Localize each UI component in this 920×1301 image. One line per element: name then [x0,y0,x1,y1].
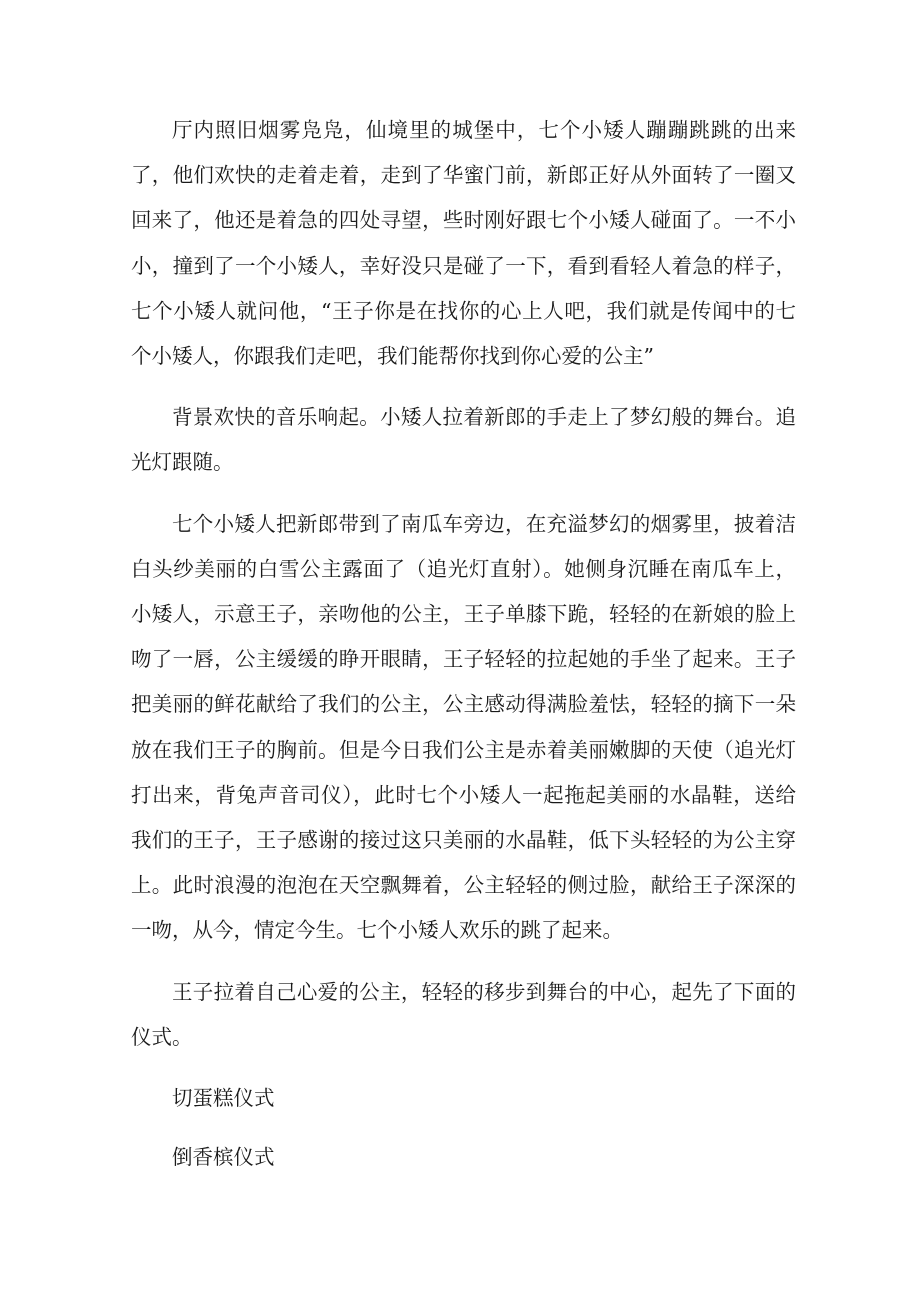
paragraph-dwarfs-meet-groom: 厅内照旧烟雾凫凫，仙境里的城堡中，七个小矮人蹦蹦跳跳的出来了，他们欢快的走着走着，走到了华蜜门前，新郎正好从外面转了一圈又回来了，他还是着急的四处寻望，些时刚好跟七个小矮人碰面了。一不小小，撞到了一个小矮人，幸好没只是碰了一下，看到看轻人着急的样子，七个小矮人就问他，“王子你是在找你的心上人吧，我们就是传闻中的七个小矮人，你跟我们走吧，我们能帮你找到你心爱的公主” [131,118,796,369]
paragraph-ceremony-intro: 王子拉着自己心爱的公主，轻轻的移步到舞台的中心，起先了下面的仪式。 [131,979,796,1049]
list-item-champagne-ceremony: 倒香槟仪式 [172,1145,275,1170]
paragraph-snow-white-scene: 七个小矮人把新郎带到了南瓜车旁边，在充溢梦幻的烟雾里，披着洁白头纱美丽的白雪公主露面了（追光灯直射）。她侧身沉睡在南瓜车上，小矮人，示意王子，亲吻他的公主，王子单膝下跪，轻轻的在新娘的脸上吻了一唇，公主缓缓的睁开眼睛，王子轻轻的拉起她的手坐了起来。王子把美丽的鲜花献给了我们的公主，公主感动得满脸羞怯，轻轻的摘下一朵放在我们王子的胸前。但是今日我们公主是赤着美丽嫩脚的天使（追光灯打出来，背兔声音司仪），此时七个小矮人一起拖起美丽的水晶鞋，送给我们的王子，王子感谢的接过这只美丽的水晶鞋，低下头轻轻的为公主穿上。此时浪漫的泡泡在天空飘舞着，公主轻轻的侧过脸，献给王子深深的一吻，从今，情定今生。七个小矮人欢乐的跳了起来。 [131,511,796,943]
document-body [131,108,796,1194]
paragraph-music-stage: 背景欢快的音乐响起。小矮人拉着新郎的手走上了梦幻般的舞台。追光灯跟随。 [131,405,796,475]
list-item-cake-ceremony: 切蛋糕仪式 [172,1086,275,1111]
